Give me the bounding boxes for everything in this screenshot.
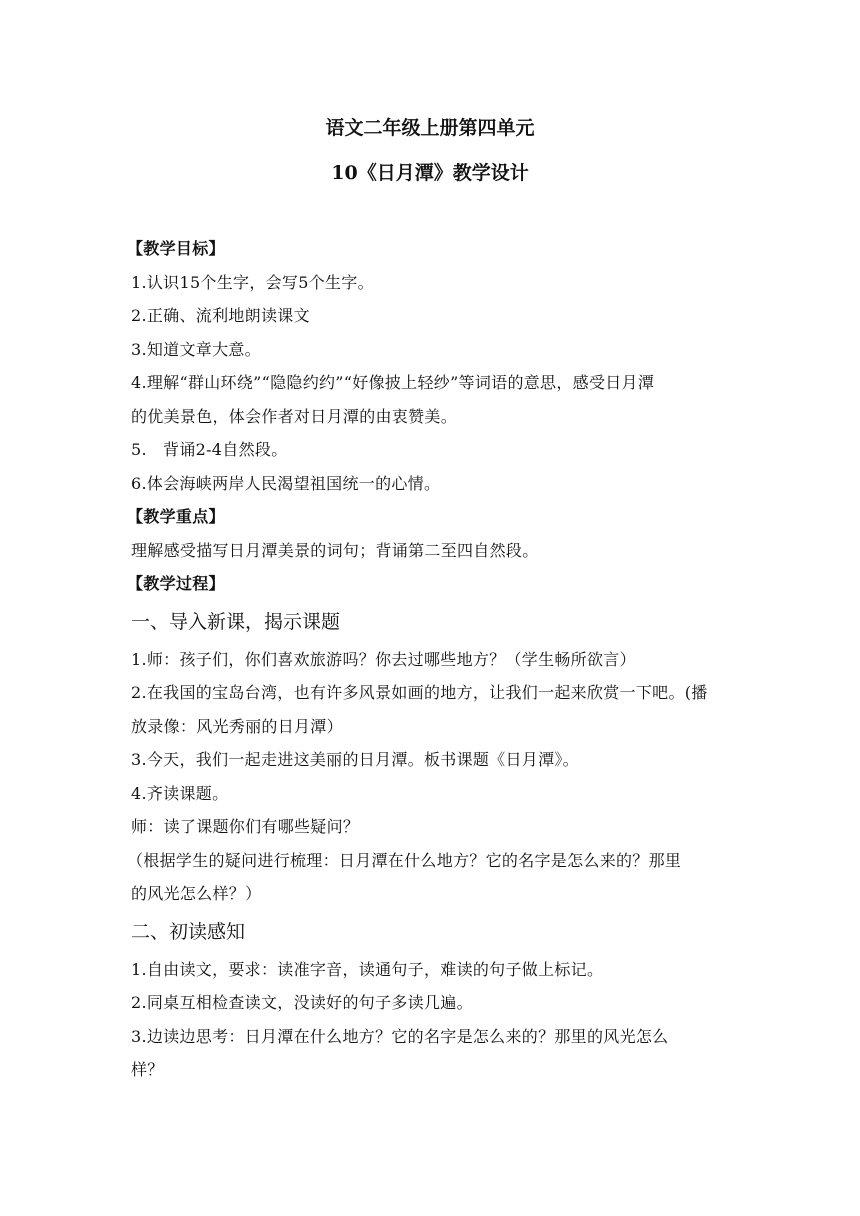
objective-line: 2.正确、流利地朗读课文	[131, 306, 310, 325]
objective-line: 1.认识15个生字，会写5个生字。	[131, 272, 374, 292]
objective-line: 4.理解“群山环绕”“隐隐约约”“好像披上轻纱”等词语的意思，感受日月潭	[131, 373, 655, 392]
section-line: （根据学生的疑问进行梳理：日月潭在什么地方？它的名字是怎么来的？那里	[127, 850, 682, 870]
document-body	[127, 232, 731, 1087]
section-line: 1.师：孩子们，你们喜欢旅游吗？你去过哪些地方？（学生畅所欲言）	[131, 649, 636, 669]
objective-line: 6.体会海峡两岸人民渴望祖国统一的心情。	[131, 473, 441, 493]
section-line: 2.在我国的宝岛台湾，也有许多风景如画的地方，让我们一起来欣赏一下吧。(播	[131, 683, 708, 702]
section-line: 2.同桌互相检查读文，没读好的句子多读几遍。	[131, 993, 473, 1012]
section-line: 3.今天，我们一起走进这美丽的日月潭。板书课题《日月潭》。	[131, 750, 579, 769]
section-line: 1.自由读文，要求：读准字音，读通句子，难读的句子做上标记。	[131, 959, 604, 979]
section-heading: 二、初读感知	[131, 920, 246, 943]
objective-line: 3.知道文章大意。	[131, 339, 261, 359]
objective-line: 的优美景色，体会作者对日月潭的由衷赞美。	[131, 406, 458, 426]
section-heading: 一、导入新课，揭示课题	[131, 610, 341, 633]
section-line: 师：读了课题你们有哪些疑问？	[131, 817, 360, 836]
document-subtitle: 10《日月潭》教学设计	[331, 162, 529, 184]
process-header: 【教学过程】	[127, 574, 225, 593]
document-title: 语文二年级上册第四单元	[325, 117, 535, 139]
objective-line: 5. 背诵2-4自然段。	[131, 440, 288, 459]
section-line: 样？	[131, 1060, 164, 1079]
section-line: 的风光怎么样？）	[131, 884, 262, 903]
section-line: 4.齐读课题。	[131, 783, 229, 803]
objectives-header: 【教学目标】	[127, 239, 225, 258]
section-line: 放录像：风光秀丽的日月潭）	[131, 716, 343, 736]
key-points-text: 理解感受描写日月潭美景的词句；背诵第二至四自然段。	[131, 540, 539, 560]
key-points-header: 【教学重点】	[127, 507, 225, 526]
section-line: 3.边读边思考：日月潭在什么地方？它的名字是怎么来的？那里的风光怎么	[131, 1026, 669, 1046]
